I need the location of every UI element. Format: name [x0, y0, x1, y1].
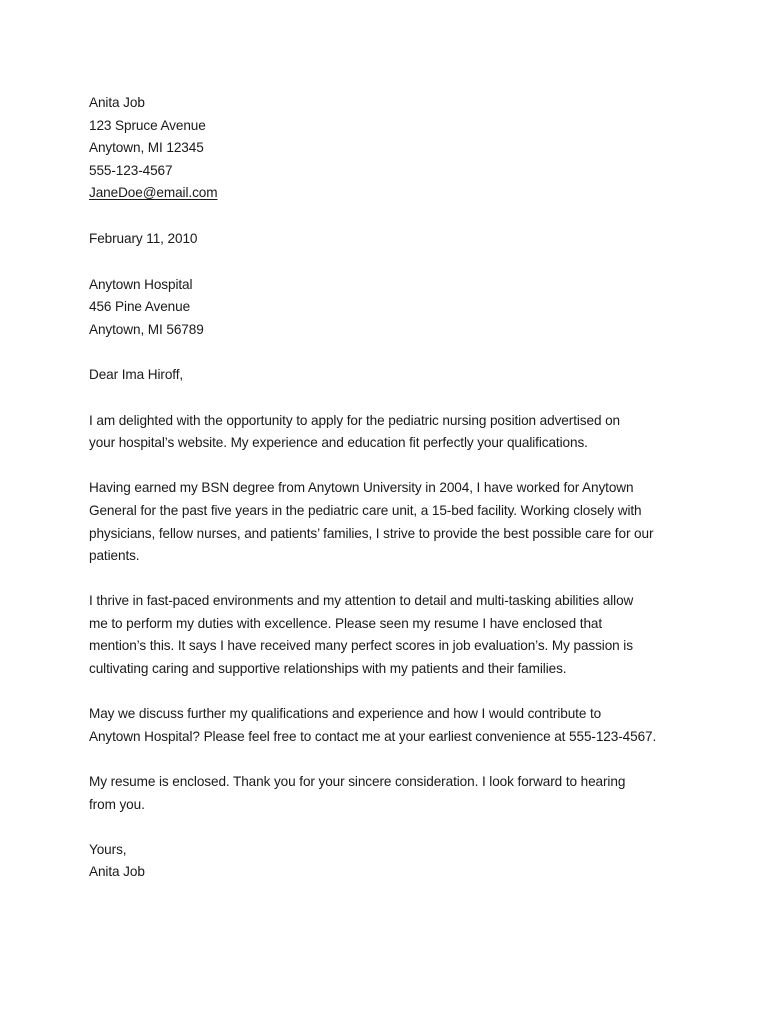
paragraph-line: I thrive in fast-paced environments and my attention to detail and multi-tasking abilities allow	[89, 593, 634, 609]
paragraph-line: My resume is enclosed. Thank you for your sincere consideration. I look forward to hearing	[89, 774, 626, 790]
recipient-street: 456 Pine Avenue	[89, 299, 191, 315]
paragraph-line: Having earned my BSN degree from Anytown University in 2004, I have worked for Anytown	[89, 480, 634, 496]
letter-date: February 11, 2010	[89, 230, 198, 246]
signoff-block	[89, 839, 689, 884]
paragraph-request	[89, 703, 689, 748]
sender-city: Anytown, MI 12345	[89, 140, 204, 156]
recipient-block	[89, 274, 689, 342]
paragraph-line: May we discuss further my qualifications and experience and how I would contribute to	[89, 706, 602, 722]
paragraph-closing-remarks	[89, 771, 689, 816]
paragraph-line: from you.	[89, 796, 145, 812]
paragraph-line: me to perform my duties with excellence. Please seen my resume I have enclosed that	[89, 615, 603, 631]
paragraph-experience	[89, 477, 689, 567]
paragraph-line: mention’s this. It says I have received many perfect scores in job evaluation’s. My passion is	[89, 638, 633, 654]
paragraph-intro	[89, 410, 689, 455]
paragraph-line: your hospital’s website. My experience and education fit perfectly your qualifications.	[89, 435, 588, 451]
sender-street: 123 Spruce Avenue	[89, 117, 206, 133]
salutation-block	[89, 364, 689, 387]
paragraph-line: General for the past five years in the pediatric care unit, a 15-bed facility. Working closely with	[89, 502, 642, 518]
sender-block	[89, 92, 689, 205]
paragraph-line: patients.	[89, 548, 140, 564]
signature-name: Anita Job	[89, 864, 145, 880]
date-block	[89, 228, 689, 251]
recipient-city: Anytown, MI 56789	[89, 321, 204, 337]
closing: Yours,	[89, 841, 127, 857]
salutation: Dear Ima Hiroff,	[89, 367, 184, 383]
cover-letter	[89, 92, 689, 884]
paragraph-skills	[89, 590, 689, 680]
sender-email-link[interactable]: JaneDoe@email.com	[89, 185, 218, 201]
recipient-name: Anytown Hospital	[89, 276, 193, 292]
paragraph-line: cultivating caring and supportive relationships with my patients and their families.	[89, 661, 567, 677]
sender-phone: 555-123-4567	[89, 162, 173, 178]
paragraph-line: Anytown Hospital? Please feel free to contact me at your earliest convenience at 555-123-4567.	[89, 728, 657, 744]
paragraph-line: I am delighted with the opportunity to apply for the pediatric nursing position advertised on	[89, 412, 620, 428]
sender-name: Anita Job	[89, 95, 145, 110]
paragraph-line: physicians, fellow nurses, and patients’ families, I strive to provide the best possible care for our	[89, 525, 654, 541]
